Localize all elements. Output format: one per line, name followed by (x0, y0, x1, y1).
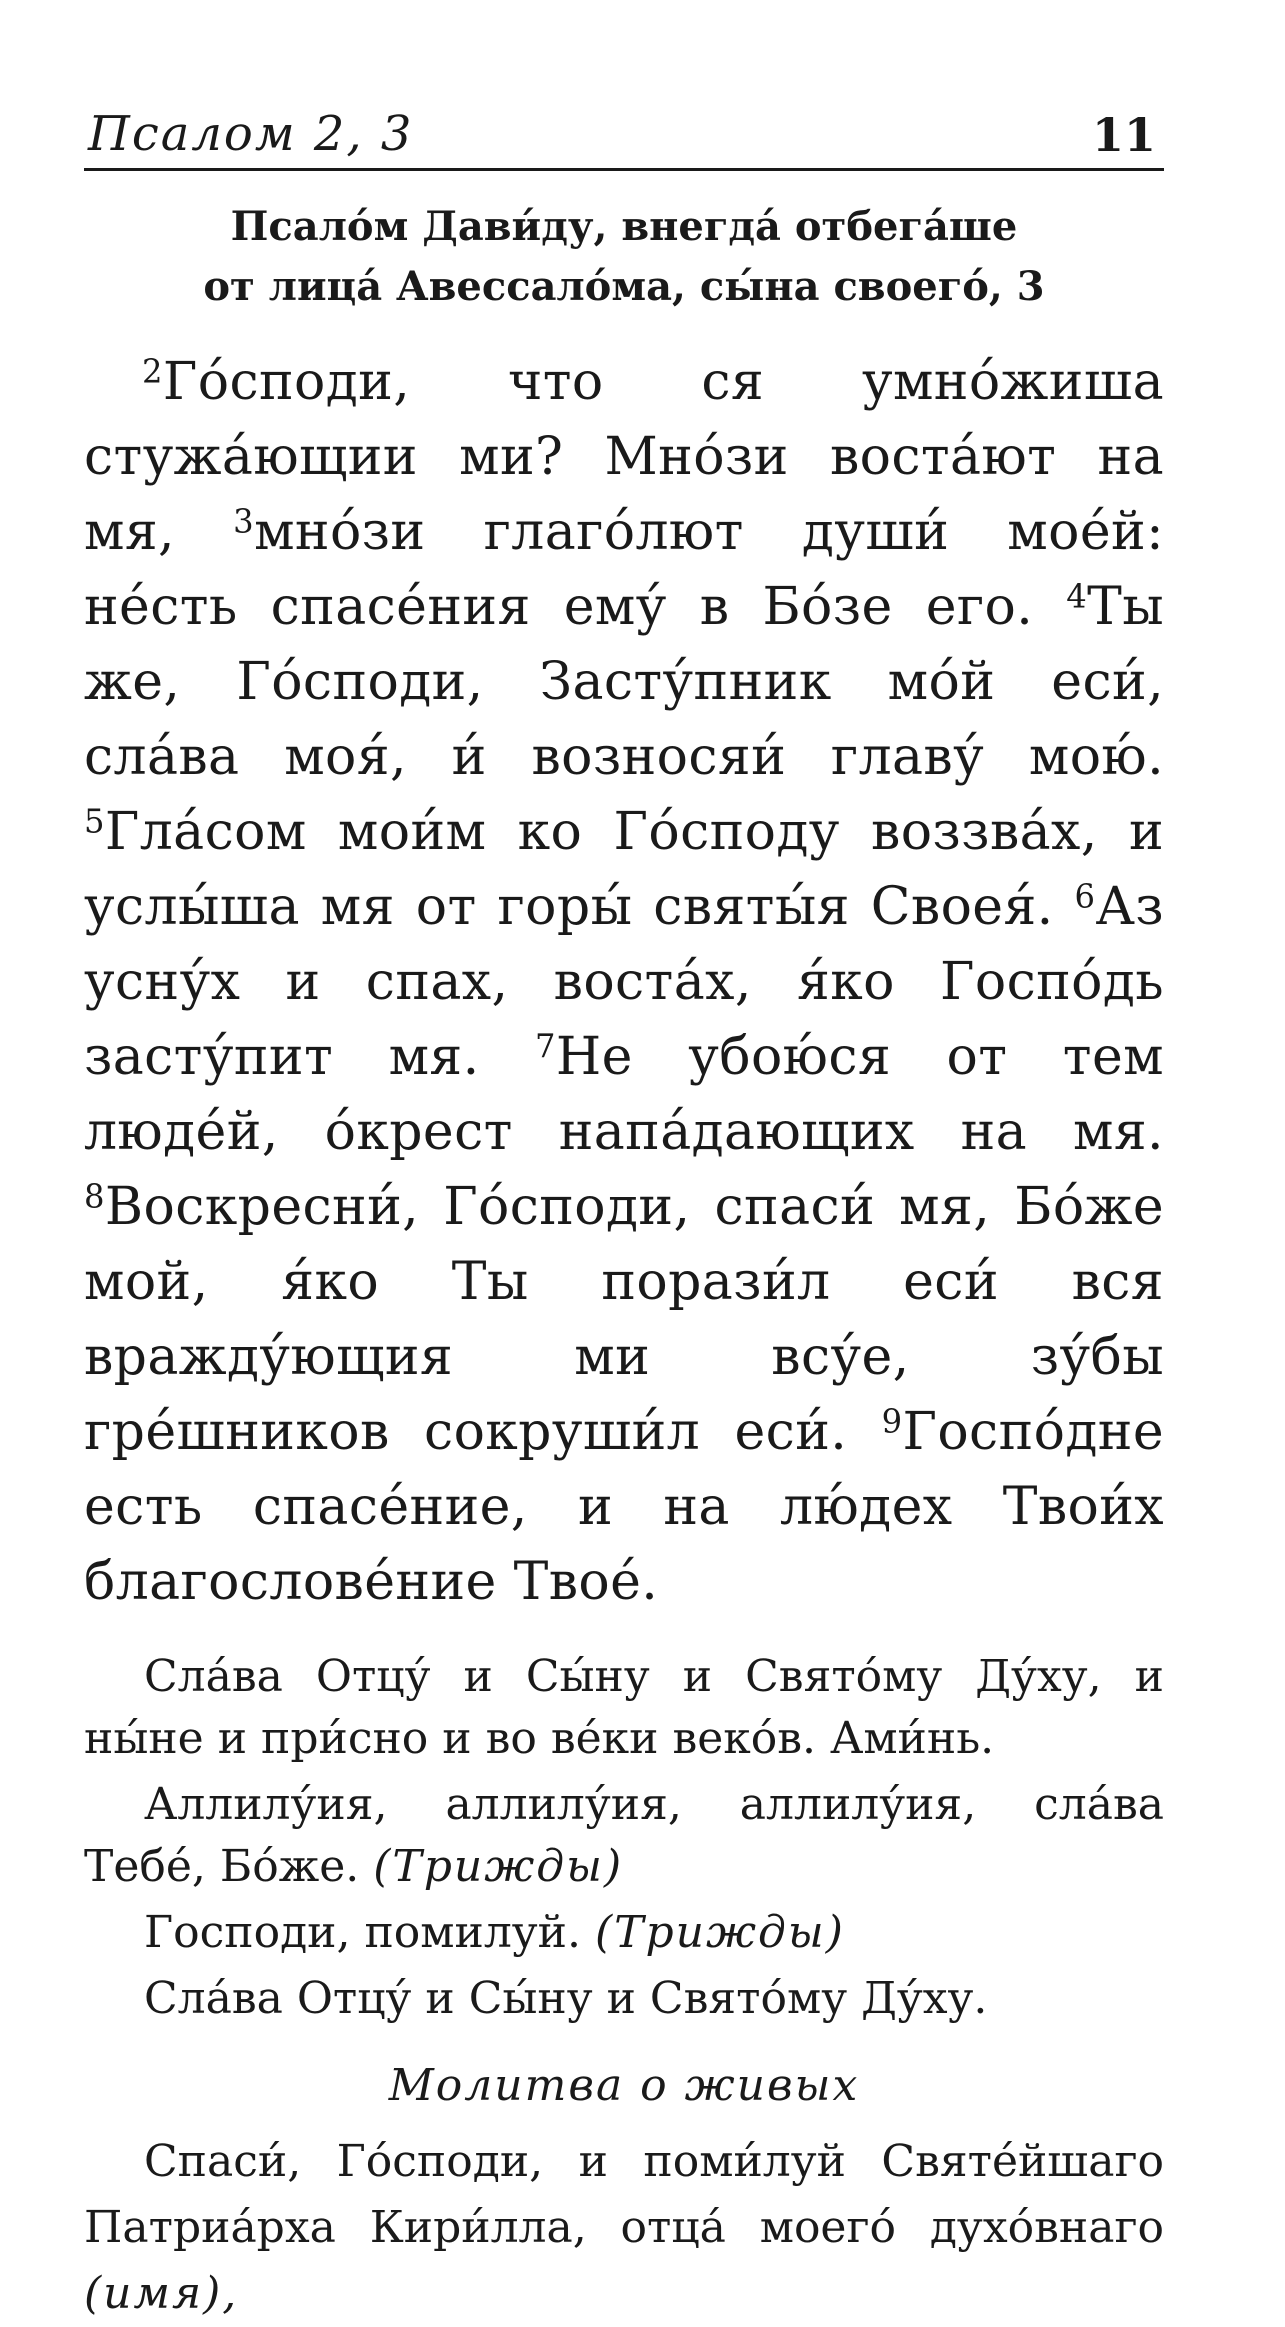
rubric-note: (имя), (84, 2268, 239, 2319)
book-page (84, 100, 1164, 2327)
verse-text: Ты же, Го́споди, Засту́пник мо́й еси́, сла́ва моя́, и́ возносяи́ главу́ мою́. (84, 577, 1164, 787)
alleluia-prayer (84, 1774, 1164, 1898)
verse-number: 7 (534, 1027, 556, 1066)
verse-text: Го́споди, что ся умно́жиша стужа́ющии ми? Мно́зи воста́ют на мя, (84, 352, 1164, 562)
running-header (84, 100, 1164, 171)
psalm-title-line: от лица́ Авессало́ма, сы́на своего́, 3 (203, 263, 1045, 310)
verse-text: мно́зи глаго́лют души́ мое́й: не́сть спасе́ния ему́ в Бо́зе его. (84, 502, 1164, 637)
rubric-note: (Трижды) (595, 1907, 845, 1958)
verse-number: 8 (84, 1177, 105, 1216)
psalm-title (84, 197, 1164, 317)
verse-number: 4 (1066, 577, 1088, 616)
prayer-for-living-text: Спаси́, Го́споди, и поми́луй Святе́йшаго Патриа́рха Кири́лла, отца́ моего́ духо́внаго (84, 2136, 1164, 2253)
lord-have-mercy-text: Господи, помилуй. (144, 1907, 581, 1958)
verse-text: Аз усну́х и спах, воста́х, я́ко Госпо́дь засту́пит мя. (84, 877, 1164, 1087)
glory-text: Сла́ва Отцу́ и Сы́ну и Свято́му Ду́ху, и ны́не и при́сно и во ве́ки веко́в. Ами́нь. (84, 1651, 1164, 1764)
verse-text: Гла́сом мои́м ко Го́споду воззва́х, и услы́ша мя от горы́ святы́я Своея́. (84, 802, 1164, 937)
doxology-block (84, 1646, 1164, 2030)
verse-number: 6 (1074, 877, 1096, 916)
verse-number: 2 (142, 352, 163, 391)
glory-short-text: Сла́ва Отцу́ и Сы́ну и Свято́му Ду́ху. (144, 1973, 988, 2024)
glory-short-prayer (84, 1968, 1164, 2030)
lord-have-mercy-prayer (84, 1902, 1164, 1964)
verse-number: 3 (233, 502, 255, 541)
verse-text: Воскресни́, Го́споди, спаси́ мя, Бо́же мой, я́ко Ты порази́л еси́ вся вражду́ющия ми всу́е, зу́бы гре́шников сокруши́л еси́. (84, 1177, 1164, 1462)
verse-number: 9 (881, 1402, 903, 1441)
glory-prayer (84, 1646, 1164, 1770)
verse-text: Госпо́дне есть спасе́ние, и на лю́дех Твои́х благослове́ние Твое́. (84, 1402, 1164, 1612)
psalm-text (84, 345, 1164, 1620)
page-number: 11 (1091, 108, 1156, 162)
section-heading: Молитва о живых (388, 2060, 860, 2111)
verse-text: Не убою́ся от тем люде́й, о́крест напа́дающих на мя. (84, 1027, 1164, 1162)
alleluia-text: Аллилу́ия, аллилу́ия, аллилу́ия, сла́ва Тебе́, Бо́же. (84, 1779, 1164, 1892)
running-title: Псалом 2, 3 (88, 106, 414, 162)
rubric-note: (Трижды) (373, 1841, 624, 1892)
prayer-for-living (84, 2129, 1164, 2327)
psalm-title-line: Псало́м Дави́ду, внегда́ отбега́ше (230, 203, 1018, 250)
verse-number: 5 (84, 802, 105, 841)
